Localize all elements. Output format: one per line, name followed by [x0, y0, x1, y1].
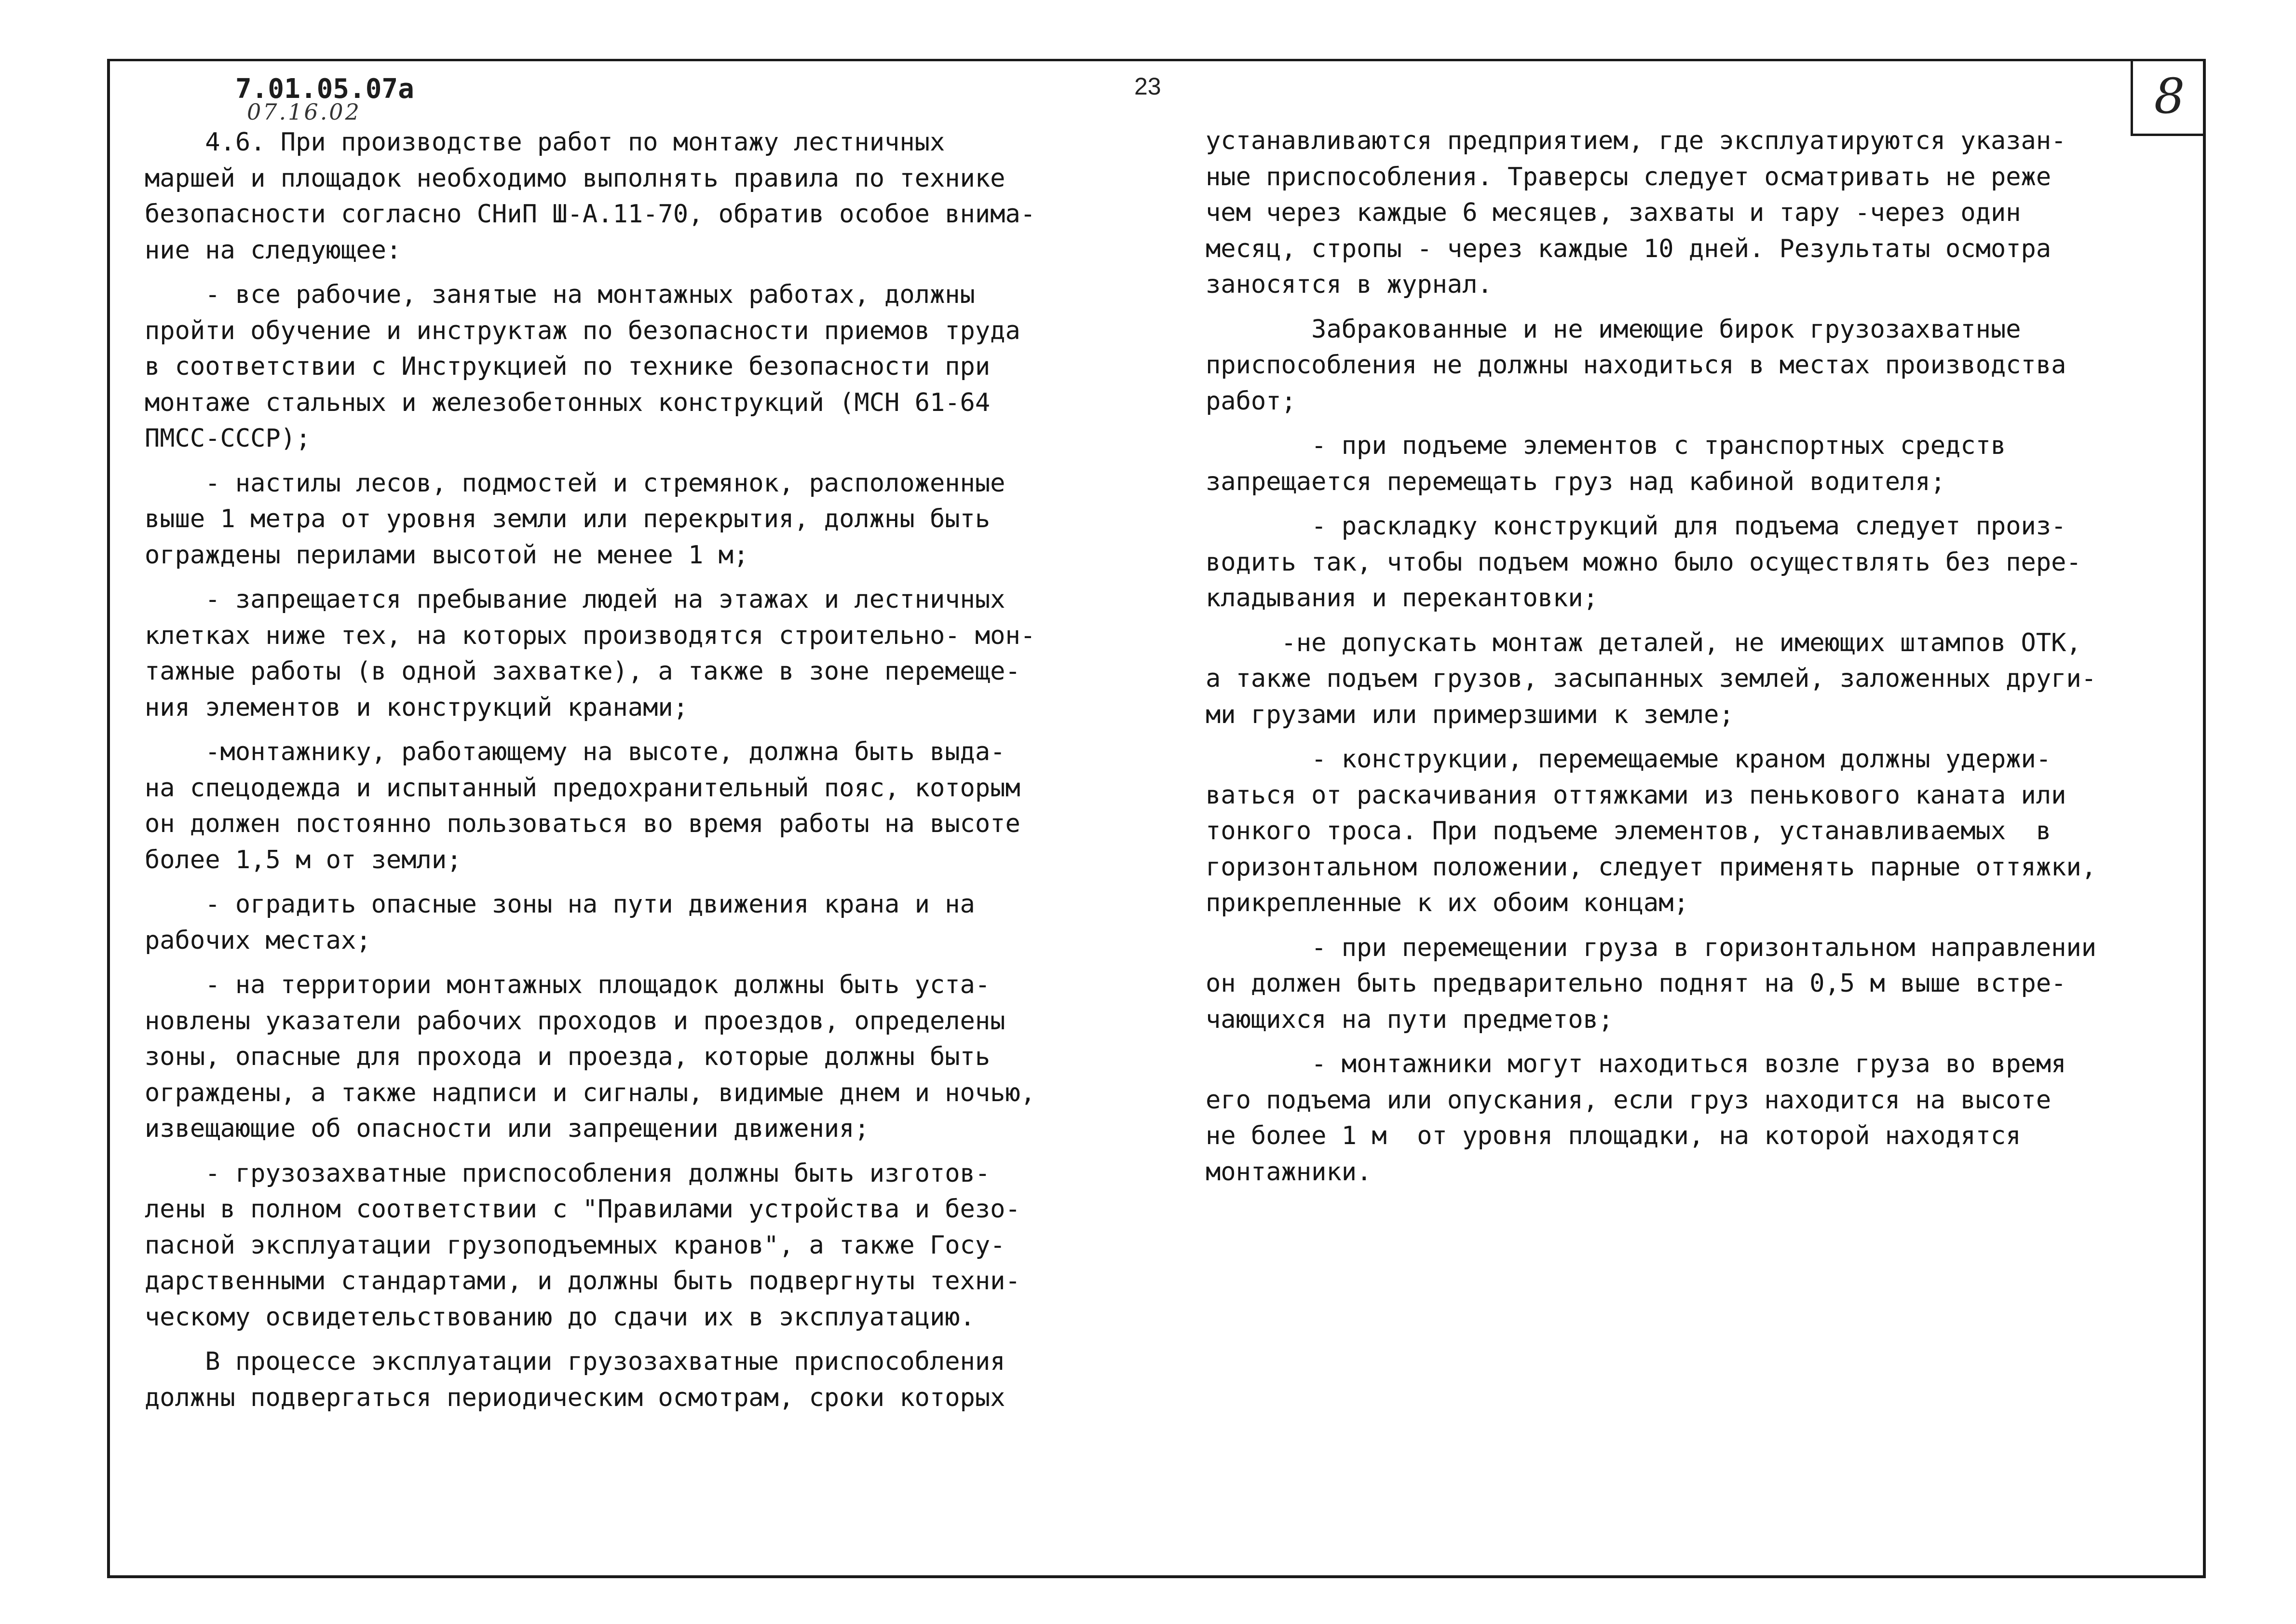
text-line: рабочих местах;: [145, 926, 371, 955]
text-line: -не допускать монтаж деталей, не имеющих штампов ОТК,: [1206, 628, 2081, 657]
text-line: выше 1 метра от уровня земли или перекрытия, должны быть: [145, 505, 991, 533]
text-line: чем через каждые 6 месяцев, захваты и тару -через один: [1206, 198, 2021, 227]
paragraph-gap: [1206, 303, 2185, 312]
text-line: его подъема или опускания, если груз находится на высоте: [1206, 1085, 2051, 1115]
text-line: ваться от раскачивания оттяжками из пенькового каната или: [1206, 780, 2066, 810]
text-line: - настилы лесов, подмостей и стремянок, расположенные: [145, 468, 1005, 498]
text-line: прикрепленные к их обоим концам;: [1206, 888, 1689, 917]
paragraph: [145, 734, 1124, 878]
text-line: новлены указатели рабочих проходов и проездов, определены: [145, 1006, 1005, 1036]
text-line: чающихся на пути предметов;: [1206, 1005, 1614, 1034]
text-line: заносятся в журнал.: [1206, 270, 1493, 299]
text-line: приспособления не должны находиться в местах производства: [1206, 351, 2066, 380]
paragraph-gap: [145, 725, 1124, 734]
right-text-column: [1206, 123, 2185, 1190]
text-line: пройти обучение и инструктаж по безопасности приемов труда: [145, 316, 1020, 345]
paragraph: [145, 277, 1124, 457]
text-line: тажные работы (в одной захватке), а также в зоне перемеще-: [145, 657, 1020, 686]
text-line: работ;: [1206, 386, 1296, 416]
text-line: монтажники.: [1206, 1157, 1372, 1187]
text-line: - все рабочие, занятые на монтажных работах, должны: [145, 280, 975, 309]
paragraph: [1206, 508, 2185, 616]
text-line: не более 1 м от уровня площадки, на которой находятся: [1206, 1121, 2021, 1150]
text-line: ние на следующее:: [145, 235, 402, 265]
text-line: - на территории монтажных площадок должны быть уста-: [145, 970, 991, 999]
paragraph: [145, 967, 1124, 1147]
page-number: 23: [1134, 73, 1161, 100]
text-line: маршей и площадок необходимо выполнять правила по технике: [145, 164, 1005, 193]
text-line: лены в полном соответствии с "Правилами устройства и безо-: [145, 1195, 1020, 1224]
text-line: 4.6. При производстве работ по монтажу лестничных: [145, 128, 945, 157]
text-line: он должен быть предварительно поднят на 0,5 м выше встре-: [1206, 969, 2066, 998]
paragraph-gap: [1206, 733, 2185, 741]
paragraph: [1206, 930, 2185, 1038]
paragraph: [1206, 741, 2185, 921]
paragraph: [145, 887, 1124, 958]
text-line: ми грузами или примерзшими к земле;: [1206, 700, 1734, 729]
paragraph: [145, 1344, 1124, 1416]
sheet-number: 8: [2154, 68, 2185, 124]
text-line: дарственными стандартами, и должны быть подвергнуты техни-: [145, 1267, 1020, 1296]
text-line: ПМСС-СССР);: [145, 424, 311, 453]
text-line: месяц, стропы - через каждые 10 дней. Результаты осмотра: [1206, 234, 2051, 263]
document-date: 07.16.02: [247, 99, 361, 125]
paragraph-gap: [1206, 419, 2185, 428]
paragraph-gap: [145, 1335, 1124, 1344]
paragraph-gap: [1206, 616, 2185, 625]
text-line: на спецодежда и испытанный предохранительный пояс, которым: [145, 773, 1020, 803]
text-line: а также подъем грузов, засыпанных землей, заложенных други-: [1206, 664, 2097, 693]
text-line: - при подъеме элементов с транспортных средств: [1206, 431, 2006, 460]
document-code: 7.01.05.07а: [235, 73, 414, 105]
text-line: водить так, чтобы подъем можно было осуществлять без пере-: [1206, 547, 2081, 577]
text-line: - монтажники могут находиться возле груза во время: [1206, 1050, 2066, 1078]
text-line: безопасности согласно СНиП Ш-А.11-70, обратив особое внима-: [145, 200, 1036, 229]
text-line: Забракованные и не имеющие бирок грузозахватные: [1206, 314, 2021, 344]
text-line: ния элементов и конструкций кранами;: [145, 693, 689, 722]
paragraph: [145, 465, 1124, 573]
paragraph: [145, 582, 1124, 725]
text-line: ческому освидетельствованию до сдачи их в эксплуатацию.: [145, 1302, 975, 1332]
text-line: - грузозахватные приспособления должны быть изготов-: [145, 1159, 991, 1188]
text-line: зоны, опасные для прохода и проезда, которые должны быть: [145, 1042, 991, 1071]
paragraph: [145, 124, 1124, 268]
paragraph-gap: [145, 878, 1124, 887]
text-line: - конструкции, перемещаемые краном должны удержи-: [1206, 745, 2051, 774]
paragraph-gap: [1206, 500, 2185, 508]
text-line: должны подвергаться периодическим осмотрам, сроки которых: [145, 1383, 1005, 1412]
text-line: запрещается перемещать груз над кабиной водителя;: [1206, 467, 1946, 496]
text-line: горизонтальном положении, следует применять парные оттяжки,: [1206, 852, 2097, 882]
left-text-column: [145, 124, 1124, 1416]
text-line: извещающие об опасности или запрещении движения;: [145, 1114, 869, 1143]
text-line: устанавливаются предприятием, где эксплуатируются указан-: [1206, 126, 2066, 155]
text-line: пасной эксплуатации грузоподъемных кранов", а также Госу-: [145, 1230, 1005, 1260]
text-line: - запрещается пребывание людей на этажах и лестничных: [145, 585, 1005, 614]
text-line: -монтажнику, работающему на высоте, должна быть выда-: [145, 737, 1005, 766]
text-line: кладывания и перекантовки;: [1206, 584, 1598, 613]
paragraph: [1206, 625, 2185, 733]
paragraph-gap: [1206, 921, 2185, 930]
text-line: - раскладку конструкций для подъема следует произ-: [1206, 512, 2066, 541]
text-line: более 1,5 м от земли;: [145, 845, 462, 874]
text-line: монтаже стальных и железобетонных конструкций (МСН 61-64: [145, 388, 991, 417]
paragraph: [145, 1156, 1124, 1336]
text-line: - оградить опасные зоны на пути движения крана и на: [145, 890, 975, 919]
text-line: клетках ниже тех, на которых производятся строительно- мон-: [145, 621, 1036, 650]
paragraph: [1206, 428, 2185, 500]
text-line: В процессе эксплуатации грузозахватные приспособления: [145, 1347, 1005, 1376]
paragraph: [1206, 1046, 2185, 1190]
text-line: - при перемещении груза в горизонтальном направлении: [1206, 933, 2097, 962]
text-line: в соответствии с Инструкцией по технике безопасности при: [145, 352, 991, 381]
paragraph-gap: [145, 457, 1124, 465]
text-line: ные приспособления. Траверсы следует осматривать не реже: [1206, 162, 2051, 191]
paragraph: [1206, 123, 2185, 303]
text-line: тонкого троса. При подъеме элементов, устанавливаемых в: [1206, 817, 2051, 846]
paragraph-gap: [145, 1147, 1124, 1156]
paragraph-gap: [145, 573, 1124, 582]
paragraph-gap: [145, 268, 1124, 277]
paragraph-gap: [145, 958, 1124, 967]
paragraph-gap: [1206, 1037, 2185, 1046]
text-line: он должен постоянно пользоваться во время работы на высоте: [145, 809, 1020, 838]
text-line: ограждены перилами высотой не менее 1 м;: [145, 540, 749, 570]
paragraph: [1206, 312, 2185, 420]
text-line: ограждены, а также надписи и сигналы, видимые днем и ночью,: [145, 1078, 1036, 1107]
